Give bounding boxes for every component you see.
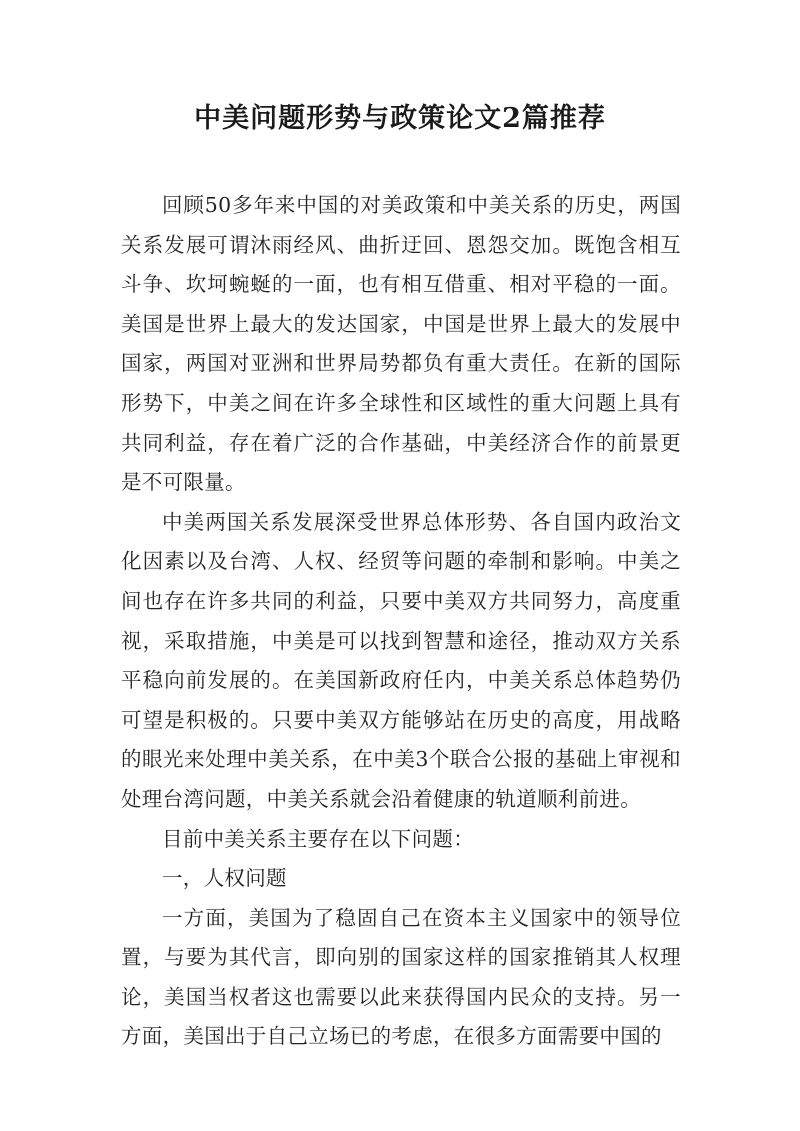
- document-body: [121, 186, 681, 1057]
- section-heading-human-rights: 一，人权问题: [162, 866, 287, 891]
- paragraph-relations: 中美两国关系发展深受世界总体形势、各自国内政治文化因素以及台湾、人权、经贸等问题的牵制和影响。中美之间也存在许多共同的利益，只要中美双方共同努力，高度重视，采取措施，中美是可以找到智慧和途径，推动双方关系平稳向前发展的。在美国新政府任内，中美关系总体趋势仍可望是积极的。只要中美双方能够站在历史的高度，用战略的眼光来处理中美关系，在中美3个联合公报的基础上审视和处理台湾问题，中美关系就会沿着健康的轨道顺利前进。: [121, 509, 681, 811]
- paragraph-intro: 回顾50多年来中国的对美政策和中美关系的历史，两国关系发展可谓沐雨经风、曲折迂回、恩怨交加。既饱含相互斗争、坎坷蜿蜒的一面，也有相互借重、相对平稳的一面。美国是世界上最大的发达国家，中国是世界上最大的发展中国家，两国对亚洲和世界局势都负有重大责任。在新的国际形势下，中美之间在许多全球性和区域性的重大问题上具有共同利益，存在着广泛的合作基础，中美经济合作的前景更是不可限量。: [121, 193, 681, 495]
- paragraph-human-rights: 一方面，美国为了稳固自己在资本主义国家中的领导位置，与要为其代言，即向别的国家这样的国家推销其人权理论，美国当权者这也需要以此来获得国内民众的支持。另一方面，美国出于自己立场已的考虑，在很多方面需要中国的: [121, 905, 681, 1049]
- paragraph-issues-lead: 目前中美关系主要存在以下问题：: [162, 826, 474, 851]
- document-title: 中美问题形势与政策论文2篇推荐: [194, 103, 606, 134]
